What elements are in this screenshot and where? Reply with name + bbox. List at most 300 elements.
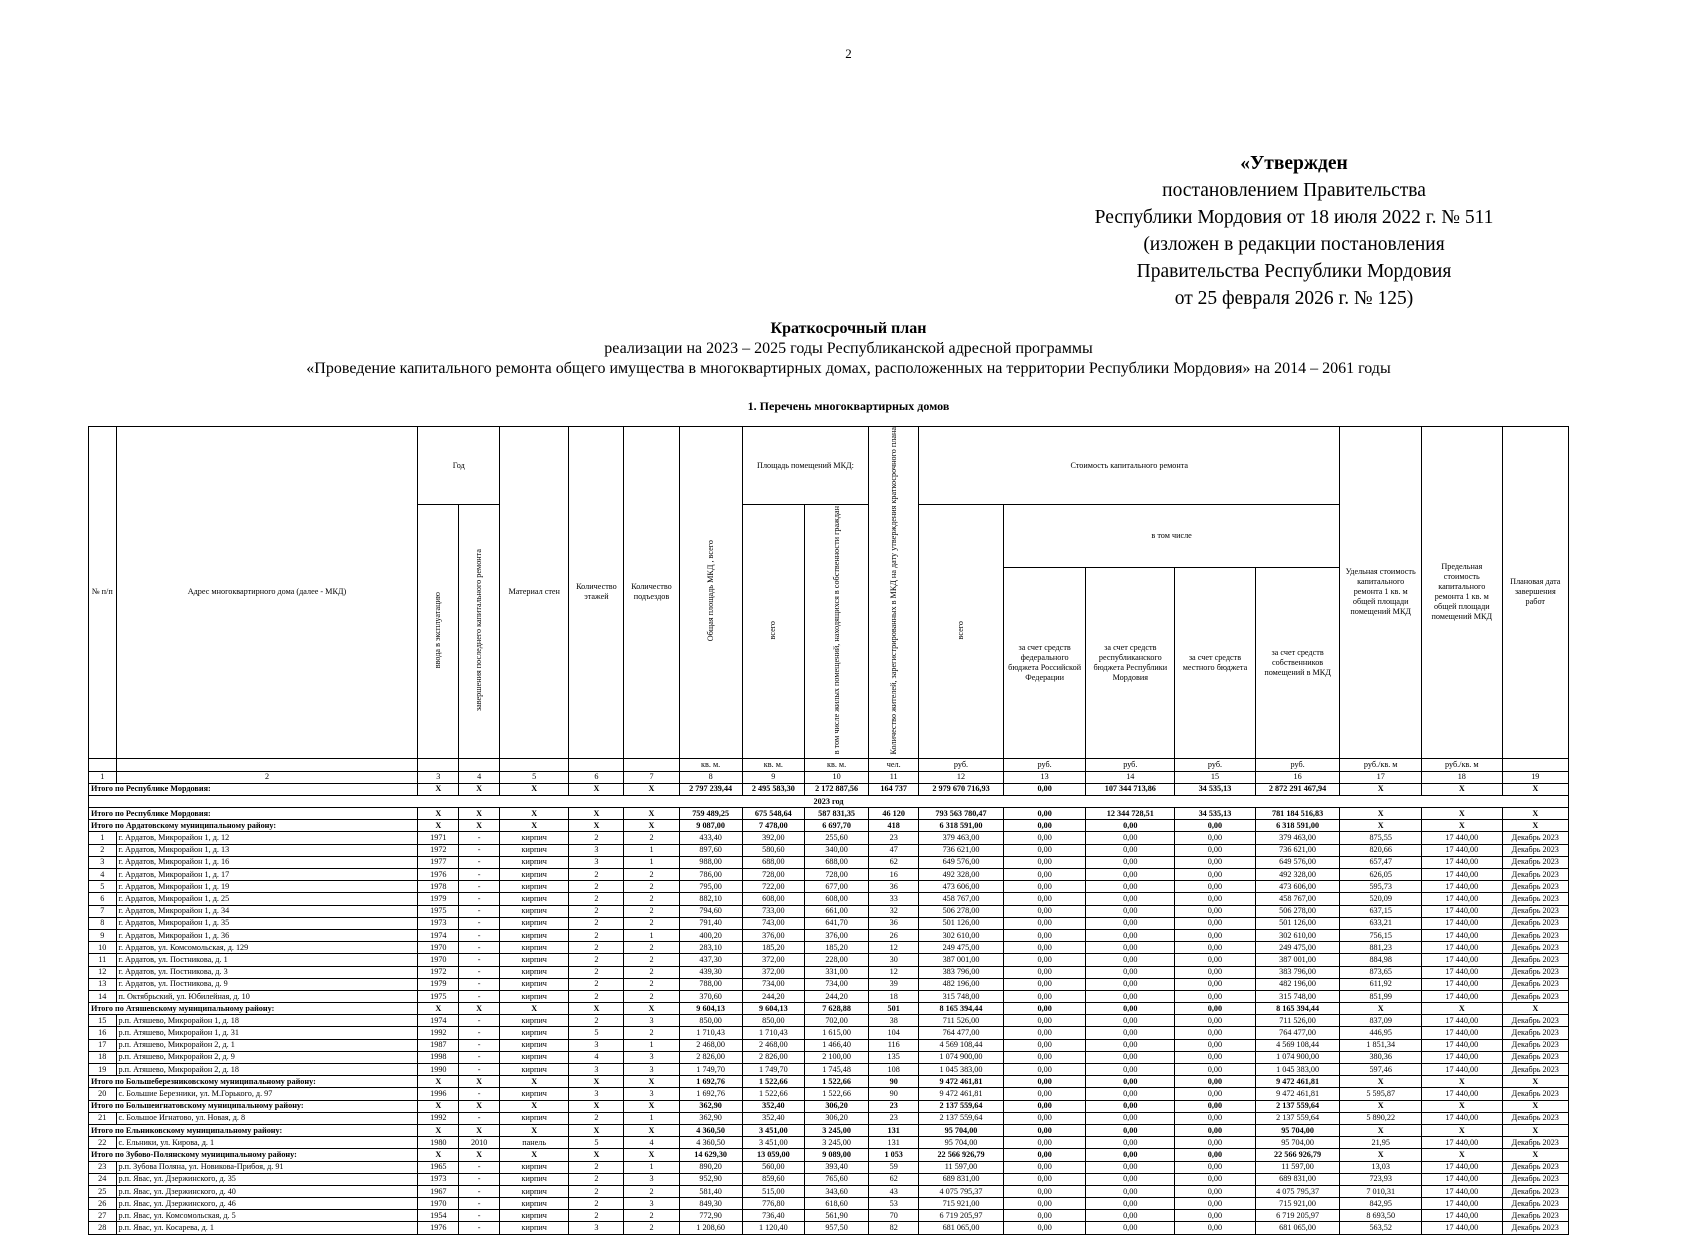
table-cell: 15: [89, 1015, 117, 1027]
table-cell: 24: [89, 1173, 117, 1185]
table-cell: 255,60: [804, 832, 868, 844]
table-cell: 2: [89, 844, 117, 856]
table-cell: 17 440,00: [1422, 1112, 1503, 1124]
table-cell: 501 126,00: [919, 917, 1004, 929]
total-cell: X: [1340, 808, 1422, 820]
total-cell: 501: [869, 1003, 919, 1015]
table-cell: -: [459, 1027, 500, 1039]
table-cell: 2: [569, 954, 624, 966]
table-cell: кирпич: [500, 1222, 569, 1234]
table-cell: 2: [624, 1027, 679, 1039]
table-cell: 4: [89, 869, 117, 881]
header-num: № п/п: [89, 427, 117, 759]
table-cell: 2: [624, 905, 679, 917]
table-cell: 4 075 795,37: [1255, 1185, 1340, 1197]
total-cell: 34 535,13: [1175, 808, 1256, 820]
table-cell: 881,23: [1340, 942, 1422, 954]
table-cell: 736,40: [742, 1210, 804, 1222]
total-cell: 9 087,00: [679, 820, 742, 832]
table-cell: 1: [624, 1039, 679, 1051]
table-cell: 715 921,00: [919, 1198, 1004, 1210]
total-cell: X: [1340, 1100, 1422, 1112]
table-cell: 3 451,00: [742, 1137, 804, 1149]
table-cell: 25: [89, 1185, 117, 1197]
total-cell: 0,00: [1175, 820, 1256, 832]
table-cell: 2: [624, 1185, 679, 1197]
table-cell: 641,70: [804, 917, 868, 929]
total-cell: 0,00: [1003, 1003, 1086, 1015]
table-cell: 0,00: [1086, 1198, 1175, 1210]
total-cell: 131: [869, 1124, 919, 1136]
table-cell: 185,20: [804, 942, 868, 954]
table-cell: 952,90: [679, 1173, 742, 1185]
total-cell: 13 059,00: [742, 1149, 804, 1161]
total-cell: 22 566 926,79: [1255, 1149, 1340, 1161]
table-cell: -: [459, 978, 500, 990]
header-owners: за счет средств собственников помещений в МКД: [1255, 568, 1340, 758]
total-cell: 9 472 461,81: [1255, 1076, 1340, 1088]
table-cell: 0,00: [1086, 1051, 1175, 1063]
table-cell: Декабрь 2023: [1502, 942, 1568, 954]
total-cell: X: [500, 783, 569, 795]
table-cell: 370,60: [679, 990, 742, 1002]
table-cell: 108: [869, 1064, 919, 1076]
table-cell: 0,00: [1003, 1015, 1086, 1027]
table-cell: кирпич: [500, 881, 569, 893]
address-cell: г. Ардатов, ул. Постникова, д. 3: [116, 966, 418, 978]
table-cell: 362,90: [679, 1112, 742, 1124]
total-cell: 759 489,25: [679, 808, 742, 820]
table-cell: 38: [869, 1015, 919, 1027]
total-cell: X: [1340, 1003, 1422, 1015]
table-cell: -: [459, 1210, 500, 1222]
total-cell: X: [624, 1149, 679, 1161]
table-cell: 0,00: [1003, 942, 1086, 954]
table-cell: 244,20: [804, 990, 868, 1002]
total-cell: 2 137 559,64: [919, 1100, 1004, 1112]
total-cell: X: [418, 820, 459, 832]
table-cell: -: [459, 1112, 500, 1124]
total-cell: 9 604,13: [742, 1003, 804, 1015]
table-cell: Декабрь 2023: [1502, 1161, 1568, 1173]
header-floors: Количество этажей: [569, 427, 624, 759]
unit-cell: руб.: [1175, 758, 1256, 771]
unit-cell: руб.: [1003, 758, 1086, 771]
table-cell: 736 621,00: [919, 844, 1004, 856]
table-cell: 795,00: [679, 881, 742, 893]
table-cell: 820,66: [1340, 844, 1422, 856]
table-cell: -: [459, 905, 500, 917]
table-cell: 882,10: [679, 893, 742, 905]
table-cell: 1 466,40: [804, 1039, 868, 1051]
table-cell: 104: [869, 1027, 919, 1039]
table-cell: 0,00: [1175, 893, 1256, 905]
table-cell: 0,00: [1175, 1137, 1256, 1149]
table-cell: 0,00: [1175, 942, 1256, 954]
table-cell: 0,00: [1003, 1198, 1086, 1210]
table-cell: 2: [569, 832, 624, 844]
table-cell: 1 120,40: [742, 1222, 804, 1234]
table-cell: 4 569 108,44: [1255, 1039, 1340, 1051]
total-cell: X: [1502, 820, 1568, 832]
table-cell: 8: [89, 917, 117, 929]
table-cell: 0,00: [1175, 1198, 1256, 1210]
header-entrances: Количество подъездов: [624, 427, 679, 759]
column-number: 2: [116, 771, 418, 783]
table-cell: 0,00: [1003, 893, 1086, 905]
table-cell: 12: [89, 966, 117, 978]
table-cell: -: [459, 893, 500, 905]
total-cell: 587 831,35: [804, 808, 868, 820]
table-cell: 376,00: [742, 929, 804, 941]
total-cell: X: [500, 820, 569, 832]
total-cell: X: [1340, 1076, 1422, 1088]
table-cell: 306,20: [804, 1112, 868, 1124]
table-cell: 2: [569, 881, 624, 893]
table-cell: -: [459, 929, 500, 941]
total-label: Итого по Атяшевскому муниципальному району:: [89, 1003, 418, 1015]
table-cell: 736 621,00: [1255, 844, 1340, 856]
table-cell: 6 719 205,97: [1255, 1210, 1340, 1222]
address-cell: р.п. Атяшево, Микрорайон 2, д. 1: [116, 1039, 418, 1051]
total-cell: 8 165 394,44: [919, 1003, 1004, 1015]
total-cell: X: [459, 783, 500, 795]
table-cell: 3: [89, 856, 117, 868]
total-cell: 0,00: [1175, 1003, 1256, 1015]
table-cell: 9 472 461,81: [919, 1088, 1004, 1100]
table-cell: 380,36: [1340, 1051, 1422, 1063]
table-cell: 2: [569, 1210, 624, 1222]
table-row: [89, 832, 1569, 844]
address-cell: р.п. Атяшево, Микрорайон 2, д. 18: [116, 1064, 418, 1076]
table-cell: 17 440,00: [1422, 881, 1503, 893]
table-cell: Декабрь 2023: [1502, 905, 1568, 917]
total-cell: 95 704,00: [919, 1124, 1004, 1136]
table-cell: 772,90: [679, 1210, 742, 1222]
table-cell: 6: [89, 893, 117, 905]
total-cell: X: [418, 1100, 459, 1112]
total-cell: X: [1340, 1124, 1422, 1136]
table-cell: 1992: [418, 1112, 459, 1124]
table-cell: 0,00: [1175, 978, 1256, 990]
table-cell: 561,90: [804, 1210, 868, 1222]
total-cell: 6 318 591,00: [1255, 820, 1340, 832]
table-cell: 2: [624, 966, 679, 978]
table-cell: 1 710,43: [679, 1027, 742, 1039]
table-cell: 0,00: [1003, 1137, 1086, 1149]
total-cell: 1 692,76: [679, 1076, 742, 1088]
table-row: [89, 1210, 1569, 1222]
table-cell: 283,10: [679, 942, 742, 954]
table-row: [89, 1198, 1569, 1210]
table-cell: кирпич: [500, 1173, 569, 1185]
total-row: [89, 1003, 1569, 1015]
address-cell: р.п. Явас, ул. Дзержинского, д. 40: [116, 1185, 418, 1197]
table-cell: 0,00: [1175, 954, 1256, 966]
table-cell: 59: [869, 1161, 919, 1173]
table-cell: 850,00: [679, 1015, 742, 1027]
table-row: [89, 929, 1569, 941]
table-cell: 3: [569, 1039, 624, 1051]
table-cell: 728,00: [804, 869, 868, 881]
table-cell: 506 278,00: [1255, 905, 1340, 917]
table-cell: 0,00: [1175, 1051, 1256, 1063]
table-cell: 14: [89, 990, 117, 1002]
total-cell: 793 563 780,47: [919, 808, 1004, 820]
table-cell: 30: [869, 954, 919, 966]
table-cell: 228,00: [804, 954, 868, 966]
table-cell: Декабрь 2023: [1502, 1210, 1568, 1222]
table-row: [89, 1222, 1569, 1234]
table-cell: -: [459, 1198, 500, 1210]
address-cell: р.п. Явас, ул. Комсомольская, д. 5: [116, 1210, 418, 1222]
table-cell: 515,00: [742, 1185, 804, 1197]
table-row: [89, 1137, 1569, 1149]
table-cell: 733,00: [742, 905, 804, 917]
total-cell: 306,20: [804, 1100, 868, 1112]
table-cell: 1970: [418, 954, 459, 966]
table-cell: 43: [869, 1185, 919, 1197]
table-cell: 0,00: [1175, 917, 1256, 929]
table-cell: 20: [89, 1088, 117, 1100]
table-cell: 0,00: [1003, 844, 1086, 856]
table-row: [89, 881, 1569, 893]
table-row: [89, 893, 1569, 905]
total-cell: X: [624, 783, 679, 795]
table-cell: 563,52: [1340, 1222, 1422, 1234]
table-cell: кирпич: [500, 966, 569, 978]
table-row: [89, 954, 1569, 966]
table-cell: 11 597,00: [1255, 1161, 1340, 1173]
table-cell: 17 440,00: [1422, 856, 1503, 868]
table-cell: 1976: [418, 869, 459, 881]
table-row: [89, 1027, 1569, 1039]
table-cell: 0,00: [1175, 832, 1256, 844]
table-cell: 849,30: [679, 1198, 742, 1210]
total-cell: 23: [869, 1100, 919, 1112]
column-number: 9: [742, 771, 804, 783]
table-cell: 439,30: [679, 966, 742, 978]
table-cell: кирпич: [500, 832, 569, 844]
total-cell: X: [1422, 783, 1503, 795]
column-number: 16: [1255, 771, 1340, 783]
table-cell: 722,00: [742, 881, 804, 893]
table-cell: Декабрь 2023: [1502, 1112, 1568, 1124]
total-cell: 2 872 291 467,94: [1255, 783, 1340, 795]
table-cell: 1: [624, 1161, 679, 1173]
houses-table: [88, 426, 1569, 1235]
address-cell: с. Большое Игнатово, ул. Новая, д. 8: [116, 1112, 418, 1124]
table-cell: 0,00: [1086, 1112, 1175, 1124]
table-cell: 302 610,00: [1255, 929, 1340, 941]
table-cell: 2 100,00: [804, 1051, 868, 1063]
table-cell: 859,60: [742, 1173, 804, 1185]
table-cell: 0,00: [1003, 990, 1086, 1002]
table-cell: 1987: [418, 1039, 459, 1051]
total-cell: 12 344 728,51: [1086, 808, 1175, 820]
table-cell: 776,80: [742, 1198, 804, 1210]
header-unit-cost: Удельная стоимость капитального ремонта 1 кв. м общей площади помещений МКД: [1340, 427, 1422, 759]
total-cell: X: [1422, 1003, 1503, 1015]
table-cell: 794,60: [679, 905, 742, 917]
total-cell: 3 451,00: [742, 1124, 804, 1136]
total-cell: 22 566 926,79: [919, 1149, 1004, 1161]
table-cell: 343,60: [804, 1185, 868, 1197]
table-cell: 82: [869, 1222, 919, 1234]
total-cell: X: [500, 1149, 569, 1161]
total-cell: 4 360,50: [679, 1124, 742, 1136]
total-cell: X: [1340, 783, 1422, 795]
total-row: [89, 1076, 1569, 1088]
table-cell: кирпич: [500, 844, 569, 856]
table-cell: 0,00: [1086, 1210, 1175, 1222]
table-cell: 2: [624, 1210, 679, 1222]
table-cell: 3: [624, 1051, 679, 1063]
total-cell: X: [418, 808, 459, 820]
table-cell: 3: [569, 1088, 624, 1100]
header-planned-date: Плановая дата завершения работ: [1502, 427, 1568, 759]
address-cell: р.п. Явас, ул. Косарева, д. 1: [116, 1222, 418, 1234]
total-cell: 675 548,64: [742, 808, 804, 820]
table-cell: 352,40: [742, 1112, 804, 1124]
total-cell: 0,00: [1003, 783, 1086, 795]
table-cell: 501 126,00: [1255, 917, 1340, 929]
total-cell: 164 737: [869, 783, 919, 795]
table-cell: -: [459, 1185, 500, 1197]
table-cell: 1: [624, 1112, 679, 1124]
column-number: 8: [679, 771, 742, 783]
table-cell: 11: [89, 954, 117, 966]
table-cell: 756,15: [1340, 929, 1422, 941]
total-cell: 9 604,13: [679, 1003, 742, 1015]
table-cell: Декабрь 2023: [1502, 1015, 1568, 1027]
table-cell: 433,40: [679, 832, 742, 844]
table-cell: 1 851,34: [1340, 1039, 1422, 1051]
table-row: [89, 905, 1569, 917]
column-number: 5: [500, 771, 569, 783]
table-cell: 23: [869, 1112, 919, 1124]
table-cell: 446,95: [1340, 1027, 1422, 1039]
table-cell: 597,46: [1340, 1064, 1422, 1076]
table-cell: 0,00: [1086, 978, 1175, 990]
total-cell: 0,00: [1003, 808, 1086, 820]
address-cell: г. Ардатов, Микрорайон 1, д. 12: [116, 832, 418, 844]
table-cell: 4: [624, 1137, 679, 1149]
total-label: Итого по Ельниковскому муниципальному району:: [89, 1124, 418, 1136]
table-cell: 2: [569, 1173, 624, 1185]
total-cell: X: [569, 783, 624, 795]
table-cell: -: [459, 844, 500, 856]
table-cell: 689 831,00: [1255, 1173, 1340, 1185]
table-cell: 17 440,00: [1422, 1027, 1503, 1039]
table-cell: 244,20: [742, 990, 804, 1002]
table-cell: 1970: [418, 942, 459, 954]
table-cell: 3 245,00: [804, 1137, 868, 1149]
table-row: [89, 1161, 1569, 1173]
header-federal: за счет средств федерального бюджета Российской Федерации: [1003, 568, 1086, 758]
total-cell: X: [1340, 1149, 1422, 1161]
total-cell: X: [459, 808, 500, 820]
table-cell: Декабрь 2023: [1502, 1027, 1568, 1039]
total-cell: 95 704,00: [1255, 1124, 1340, 1136]
table-cell: 62: [869, 856, 919, 868]
table-cell: 0,00: [1086, 1137, 1175, 1149]
table-cell: 379 463,00: [1255, 832, 1340, 844]
table-cell: 12: [869, 966, 919, 978]
total-cell: X: [418, 1149, 459, 1161]
total-cell: X: [1502, 783, 1568, 795]
table-cell: 611,92: [1340, 978, 1422, 990]
table-cell: 2: [624, 942, 679, 954]
table-cell: 633,21: [1340, 917, 1422, 929]
table-cell: 17 440,00: [1422, 942, 1503, 954]
table-cell: 0,00: [1003, 881, 1086, 893]
approval-lead: «Утвержден: [1240, 153, 1348, 174]
table-cell: 764 477,00: [919, 1027, 1004, 1039]
total-cell: 418: [869, 820, 919, 832]
table-cell: Декабрь 2023: [1502, 1173, 1568, 1185]
table-cell: 0,00: [1175, 1064, 1256, 1076]
table-cell: 1979: [418, 893, 459, 905]
table-cell: 851,99: [1340, 990, 1422, 1002]
total-cell: 0,00: [1003, 1149, 1086, 1161]
table-cell: 0,00: [1003, 856, 1086, 868]
table-cell: 4: [569, 1051, 624, 1063]
table-cell: 3: [624, 1015, 679, 1027]
table-cell: -: [459, 1015, 500, 1027]
table-cell: Декабрь 2023: [1502, 1137, 1568, 1149]
table-cell: 17 440,00: [1422, 966, 1503, 978]
table-cell: 0,00: [1086, 832, 1175, 844]
table-cell: 2: [569, 905, 624, 917]
table-cell: 791,40: [679, 917, 742, 929]
plan-title: Краткосрочный план: [770, 320, 927, 337]
table-cell: 1 522,66: [742, 1088, 804, 1100]
table-cell: 17 440,00: [1422, 929, 1503, 941]
table-cell: кирпич: [500, 1198, 569, 1210]
table-cell: 2: [569, 1161, 624, 1173]
table-cell: 315 748,00: [919, 990, 1004, 1002]
table-row: [89, 978, 1569, 990]
approval-line: Республики Мордовия от 18 июля 2022 г. № 511: [1094, 207, 1494, 228]
table-cell: 340,00: [804, 844, 868, 856]
column-number: 18: [1422, 771, 1503, 783]
address-cell: р.п. Зубова Поляна, ул. Новикова-Прибоя, д. 91: [116, 1161, 418, 1173]
table-cell: Декабрь 2023: [1502, 1088, 1568, 1100]
total-cell: X: [1422, 1149, 1503, 1161]
column-number: 7: [624, 771, 679, 783]
table-cell: кирпич: [500, 856, 569, 868]
table-cell: 689 831,00: [919, 1173, 1004, 1185]
address-cell: р.п. Атяшево, Микрорайон 2, д. 9: [116, 1051, 418, 1063]
total-row: [89, 820, 1569, 832]
table-cell: 482 196,00: [1255, 978, 1340, 990]
total-cell: 14 629,30: [679, 1149, 742, 1161]
total-cell: 7 478,00: [742, 820, 804, 832]
table-cell: кирпич: [500, 1027, 569, 1039]
header-residents: Количество жителей, зарегистрированных в МКД на дату утверждения краткосрочного плана: [888, 427, 898, 755]
table-cell: Декабрь 2023: [1502, 978, 1568, 990]
header-premises-area: Площадь помещений МКД:: [742, 427, 868, 505]
table-cell: 764 477,00: [1255, 1027, 1340, 1039]
address-cell: г. Ардатов, Микрорайон 1, д. 19: [116, 881, 418, 893]
table-row: [89, 1088, 1569, 1100]
total-cell: X: [569, 808, 624, 820]
table-cell: -: [459, 869, 500, 881]
table-cell: 1978: [418, 881, 459, 893]
table-cell: 372,00: [742, 954, 804, 966]
table-cell: 788,00: [679, 978, 742, 990]
